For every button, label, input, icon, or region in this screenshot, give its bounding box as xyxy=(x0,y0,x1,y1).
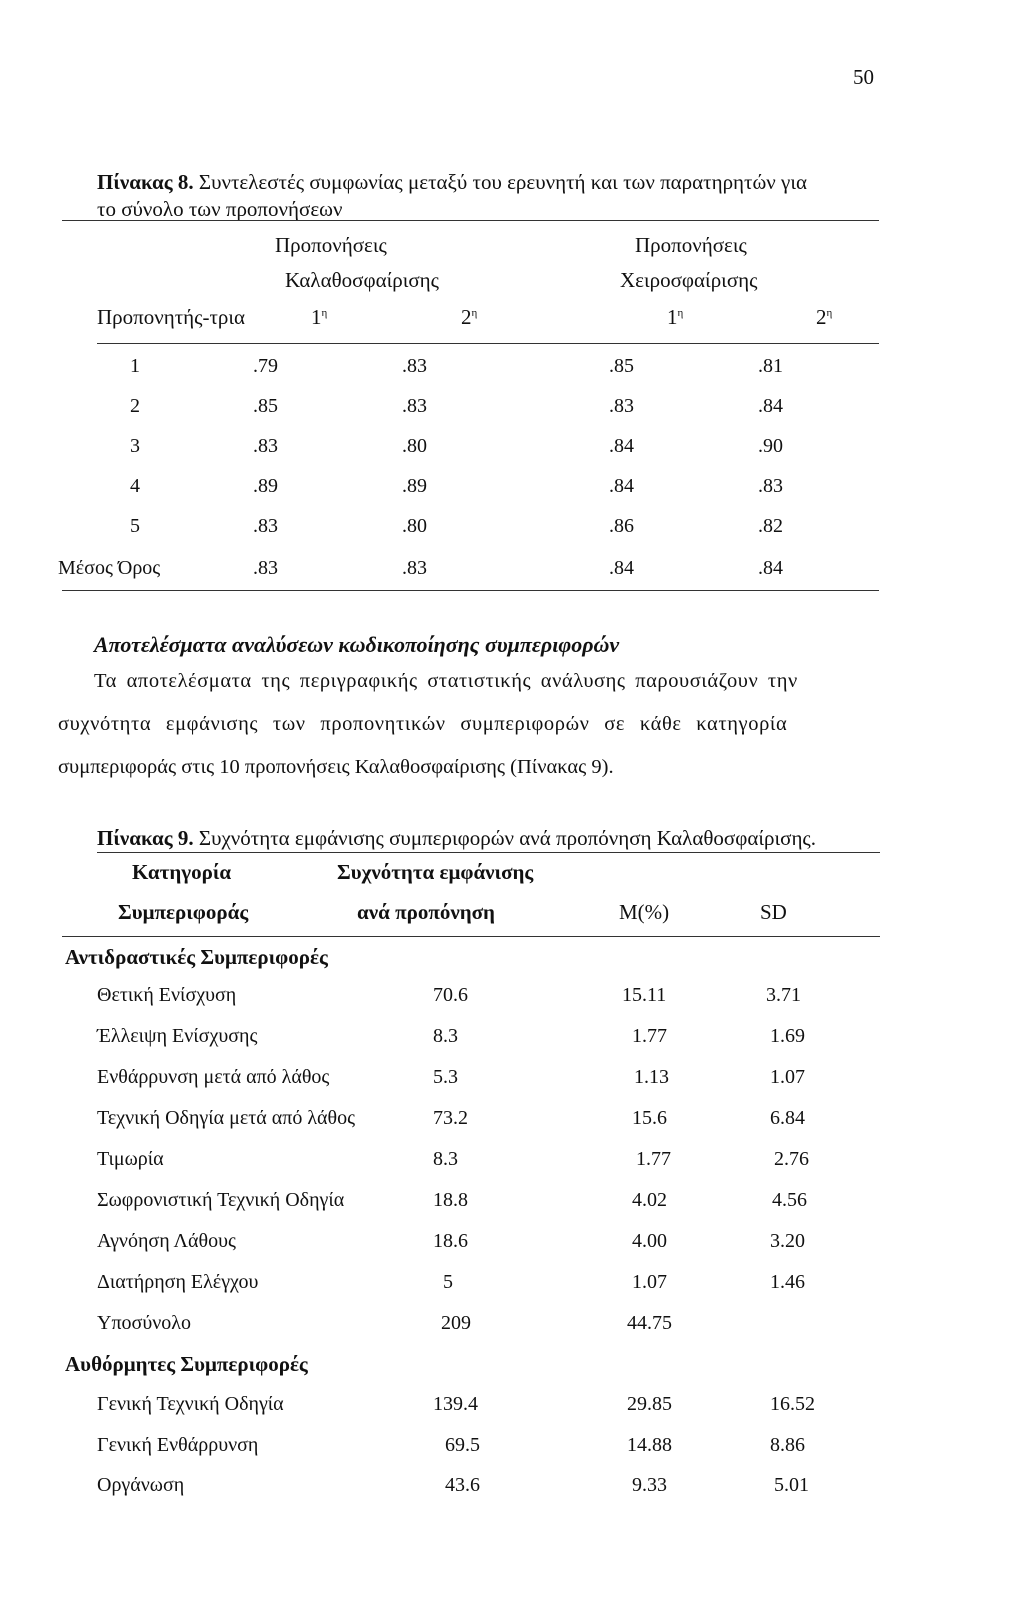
table9-header-frequency-1: Συχνότητα εμφάνισης xyxy=(337,860,534,884)
table9-header-rule xyxy=(62,936,880,937)
behavior-frequency: 139.4 xyxy=(433,1393,478,1415)
behavior-sd: 6.84 xyxy=(770,1107,805,1129)
table8-cell: .83 xyxy=(402,355,427,377)
behavior-frequency: 18.8 xyxy=(433,1189,468,1211)
table9-caption xyxy=(97,826,816,851)
table9-header-category-1: Κατηγορία xyxy=(132,860,232,884)
table8-header-rule xyxy=(97,343,879,344)
table8-row-label: 2 xyxy=(130,395,140,417)
behavior-sd: 1.07 xyxy=(770,1066,805,1088)
table9-group-reactive: Αντιδραστικές Συμπεριφορές xyxy=(65,945,328,969)
behavior-sd: 4.56 xyxy=(772,1189,807,1211)
table9-caption-label: Πίνακας 9. xyxy=(97,826,194,850)
table9-header-frequency-2: ανά προπόνηση xyxy=(357,900,495,924)
table8-cell: .85 xyxy=(253,395,278,417)
behavior-mean: 4.00 xyxy=(632,1230,667,1252)
table8-cell: .89 xyxy=(253,475,278,497)
behavior-label: Θετική Ενίσχυση xyxy=(97,984,237,1006)
behavior-label: Ενθάρρυνση μετά από λάθος xyxy=(97,1066,330,1088)
behavior-sd: 8.86 xyxy=(770,1434,805,1456)
behavior-sd: 5.01 xyxy=(774,1474,809,1496)
table8-row-label: Μέσος Όρος xyxy=(58,557,161,579)
table8-caption-label: Πίνακας 8. xyxy=(97,170,194,194)
behavior-frequency: 43.6 xyxy=(445,1474,480,1496)
behavior-mean: 1.77 xyxy=(636,1148,671,1170)
table8-cell: .80 xyxy=(402,515,427,537)
table8-cell: .83 xyxy=(402,395,427,417)
table8-cell: .83 xyxy=(758,475,783,497)
behavior-mean: 1.13 xyxy=(634,1066,669,1088)
table8-cell: .80 xyxy=(402,435,427,457)
table8-bottom-rule xyxy=(62,590,879,591)
table8-group1-line2: Καλαθοσφαίρισης xyxy=(285,268,439,292)
table8-row-label: 1 xyxy=(130,355,140,377)
table8-cell: .83 xyxy=(253,515,278,537)
behavior-frequency: 18.6 xyxy=(433,1230,468,1252)
behavior-mean: 29.85 xyxy=(627,1393,672,1415)
table8-row-label: 5 xyxy=(130,515,140,537)
table9-header-category-2: Συμπεριφοράς xyxy=(118,900,249,924)
behavior-mean: 1.77 xyxy=(632,1025,667,1047)
table9-top-rule xyxy=(97,852,880,853)
behavior-label: Αγνόηση Λάθους xyxy=(97,1230,236,1252)
table8-cell: .84 xyxy=(609,475,634,497)
table8-cell: .85 xyxy=(609,355,634,377)
table8-cell: .83 xyxy=(609,395,634,417)
table8-row-label: 3 xyxy=(130,435,140,457)
behavior-frequency: 69.5 xyxy=(445,1434,480,1456)
behavior-frequency: 73.2 xyxy=(433,1107,468,1129)
table9-header-mean: Μ(%) xyxy=(619,900,670,924)
table8-cell: .83 xyxy=(253,557,278,579)
behavior-label: Διατήρηση Ελέγχου xyxy=(97,1271,259,1293)
table8-cell: .83 xyxy=(253,435,278,457)
behavior-frequency: 209 xyxy=(441,1312,471,1334)
behavior-frequency: 5.3 xyxy=(433,1066,458,1088)
table8-cell: .84 xyxy=(758,557,783,579)
table8-cell: .83 xyxy=(402,557,427,579)
behavior-frequency: 8.3 xyxy=(433,1148,458,1170)
behavior-label: Γενική Τεχνική Οδηγία xyxy=(97,1393,284,1415)
behavior-sd: 1.69 xyxy=(770,1025,805,1047)
table8-cell: .84 xyxy=(758,395,783,417)
table9-header-sd: SD xyxy=(760,900,787,924)
behavior-mean: 14.88 xyxy=(627,1434,672,1456)
table8-caption-line1 xyxy=(97,170,807,195)
behavior-label: Έλλειψη Ενίσχυσης xyxy=(97,1025,258,1047)
behavior-mean: 4.02 xyxy=(632,1189,667,1211)
behavior-label: Οργάνωση xyxy=(97,1474,185,1496)
table9-caption-text: Συχνότητα εμφάνισης συμπεριφορών ανά προπόνηση Καλαθοσφαίρισης. xyxy=(198,826,816,850)
page-number: 50 xyxy=(853,65,874,89)
behavior-mean: 9.33 xyxy=(632,1474,667,1496)
behavior-label: Γενική Ενθάρρυνση xyxy=(97,1434,259,1456)
behavior-sd: 2.76 xyxy=(774,1148,809,1170)
behavior-label: Σωφρονιστική Τεχνική Οδηγία xyxy=(97,1189,345,1211)
behavior-mean: 15.6 xyxy=(632,1107,667,1129)
section-title: Αποτελέσματα αναλύσεων κωδικοποίησης συμπεριφορών xyxy=(94,632,620,657)
table8-group2-line1: Προπονήσεις xyxy=(635,233,747,257)
table8-col-header-4: $2^\eta$ xyxy=(816,305,833,329)
table8-cell: .90 xyxy=(758,435,783,457)
table8-col-header-1: $1^\eta$ xyxy=(311,305,328,329)
table8-top-rule xyxy=(62,220,879,221)
table8-group2-line2: Χειροσφαίρισης xyxy=(620,268,758,292)
table8-group1-line1: Προπονήσεις xyxy=(275,233,387,257)
table8-caption-line2: το σύνολο των προπονήσεων xyxy=(97,197,343,221)
table8-row-label: 4 xyxy=(130,475,140,497)
behavior-sd: 3.71 xyxy=(766,984,801,1006)
table8-col-header-2: $2^\eta$ xyxy=(461,305,478,329)
behavior-label: Τιμωρία xyxy=(97,1148,164,1170)
behavior-mean: 15.11 xyxy=(622,984,667,1006)
table8-col-header-3: $1^\eta$ xyxy=(667,305,684,329)
table8-row-header: Προπονητής-τρια xyxy=(97,305,246,329)
behavior-label: Υποσύνολο xyxy=(97,1312,191,1334)
behavior-label: Τεχνική Οδηγία μετά από λάθος xyxy=(97,1107,355,1129)
behavior-frequency: 70.6 xyxy=(433,984,468,1006)
behavior-mean: 1.07 xyxy=(632,1271,667,1293)
behavior-frequency: 5 xyxy=(443,1271,453,1293)
table8-cell: .86 xyxy=(609,515,634,537)
table9-group-spontaneous: Αυθόρμητες Συμπεριφορές xyxy=(65,1352,308,1376)
behavior-sd: 1.46 xyxy=(770,1271,805,1293)
table8-cell: .79 xyxy=(253,355,278,377)
paragraph-line: συχνότητα εμφάνισης των προπονητικών συμπεριφορών σε κάθε κατηγορία xyxy=(58,713,788,735)
behavior-frequency: 8.3 xyxy=(433,1025,458,1047)
table8-cell: .82 xyxy=(758,515,783,537)
paragraph-line: συμπεριφοράς στις 10 προπονήσεις Καλαθοσφαίρισης (Πίνακας 9). xyxy=(58,756,614,778)
behavior-sd: 16.52 xyxy=(770,1393,815,1415)
table8-cell: .84 xyxy=(609,435,634,457)
paragraph-line: Τα αποτελέσματα της περιγραφικής στατιστικής ανάλυσης παρουσιάζουν την xyxy=(94,670,798,692)
behavior-mean: 44.75 xyxy=(627,1312,672,1334)
behavior-sd: 3.20 xyxy=(770,1230,805,1252)
table8-cell: .89 xyxy=(402,475,427,497)
table8-caption-text: Συντελεστές συμφωνίας μεταξύ του ερευνητή και των παρατηρητών για xyxy=(198,170,807,194)
table8-cell: .84 xyxy=(609,557,634,579)
table8-cell: .81 xyxy=(758,355,783,377)
